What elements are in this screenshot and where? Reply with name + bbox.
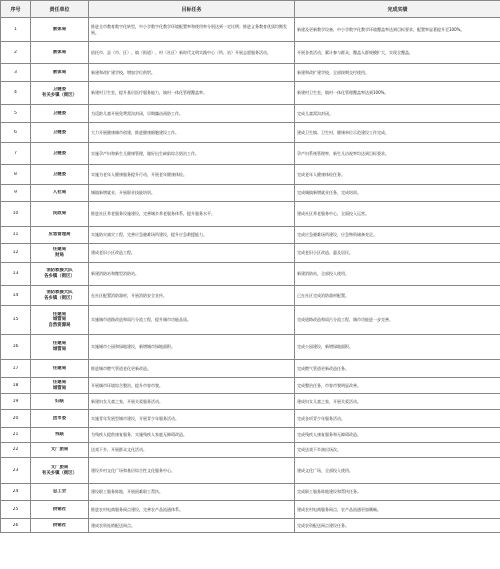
target-task (89, 360, 295, 378)
row-number-text: 13 (12, 271, 19, 277)
completion-result (295, 458, 500, 484)
responsible-unit (31, 458, 89, 484)
table-row (1, 82, 500, 105)
completion-result-text: 完成残疾人康复服务和无障碍改造。 (297, 432, 361, 438)
row-number-text: 26 (12, 522, 19, 528)
responsible-unit (31, 244, 89, 263)
target-task (89, 428, 295, 443)
responsible-unit-text: 妇联 (55, 398, 64, 404)
responsible-unit-text: 应急管理局 (48, 232, 71, 238)
row-number (1, 410, 31, 428)
responsible-unit-text: 人社局 (52, 190, 67, 196)
completion-result (295, 484, 500, 501)
row-number (1, 165, 31, 185)
row-number-text: 3 (14, 69, 17, 75)
responsible-unit-text: 卫健委 (52, 171, 67, 177)
target-task (89, 286, 295, 306)
responsible-unit-text: 住建局 城管局 (52, 341, 67, 352)
target-task-text: 实施城市公园和绿地建设，新增城市绿地面积。 (91, 344, 175, 350)
responsible-unit-text: 卫健委 有关乡镇（街区） (41, 87, 78, 98)
responsible-unit-text: 消防救援大队 各乡镇（街区） (44, 289, 75, 301)
header-goal: 目标任务 (89, 1, 295, 18)
target-task (89, 394, 295, 410)
target-task-text: 实施为老年人健康服务提升行动，开展老年健康体检。 (91, 171, 187, 177)
row-number-text: 9 (14, 190, 17, 196)
completion-result-text: 完成应急避难场所建设，应急物资储备充足。 (297, 232, 377, 238)
row-number (1, 263, 31, 286)
responsible-unit-text: 住建局 城管局 (52, 379, 67, 391)
target-task-text: 新建妇女儿童之家，开展关爱服务活动。 (91, 398, 163, 404)
row-number (1, 105, 31, 123)
table-row (1, 105, 500, 123)
target-task-text: 送戏下乡，开展群众文化活动。 (91, 447, 147, 453)
table-body (1, 18, 500, 533)
responsible-unit-text: 总工会 (52, 489, 67, 495)
responsible-unit (31, 227, 89, 244)
row-number-text: 8 (14, 171, 17, 177)
responsible-unit (31, 82, 89, 105)
completion-result (295, 227, 500, 244)
completion-result (295, 105, 500, 123)
table-row (1, 443, 500, 458)
row-number-text: 10 (12, 211, 19, 217)
target-task-text: 建设乡村文化广场和基层综合性文化服务中心。 (91, 467, 175, 473)
table-header-row (1, 1, 500, 18)
completion-result (295, 410, 500, 428)
target-task (89, 263, 295, 286)
table-row (1, 202, 500, 227)
completion-result-text: 完成老旧小区改造，惠及居民。 (297, 250, 353, 256)
completion-result-text: 建成卫生镇、卫生村，健康单位示范建设工作完成。 (297, 129, 389, 135)
table-row (1, 458, 500, 484)
target-task-text: 建成农资连锁配送网点。 (91, 522, 135, 528)
target-task-text: 建成老旧小区改造工程。 (91, 250, 135, 256)
responsible-unit-text: 团市委 (52, 415, 67, 421)
responsible-unit-text: 供销社 (52, 506, 67, 512)
row-number-text: 18 (12, 382, 19, 388)
responsible-unit (31, 286, 89, 306)
target-task (89, 202, 295, 227)
completion-result-text: 完成各项青少年服务活动。 (297, 415, 345, 421)
header-unit: 责任单位 (31, 1, 89, 18)
responsible-unit (31, 42, 89, 64)
table-row (1, 165, 500, 185)
completion-result (295, 244, 500, 263)
completion-result (295, 123, 500, 143)
target-task-text: 推进城市燃气管道老化更新改造。 (91, 365, 151, 371)
completion-result-text: 已在社区完成消防器材配置。 (297, 292, 349, 298)
target-task-text: 实施防灾减灾工程，完善应急避难场所建设，提升应急救援能力。 (91, 232, 207, 238)
completion-result (295, 394, 500, 410)
completion-result-text: 完成老年人健康体检任务。 (297, 171, 345, 177)
responsible-unit (31, 263, 89, 286)
completion-result-text: 完成送戏下乡演出场次。 (297, 447, 341, 453)
row-number (1, 82, 31, 105)
row-number-text: 4 (14, 90, 17, 96)
target-task (89, 42, 295, 64)
row-number (1, 143, 31, 165)
row-number (1, 501, 31, 519)
row-number (1, 484, 31, 501)
responsible-unit (31, 501, 89, 519)
responsible-unit-text: 卫健委 (52, 129, 67, 135)
responsible-unit-text: 教体局 (52, 26, 67, 32)
responsible-unit-text: 供销社 (52, 522, 67, 528)
responsible-unit (31, 410, 89, 428)
table-row (1, 306, 500, 335)
target-task-text: 在社区配置消防器材，开展消防安全宣传。 (91, 292, 167, 298)
responsible-unit-text: 卫健委 (52, 150, 67, 156)
row-number (1, 286, 31, 306)
row-number-text: 22 (12, 447, 19, 453)
row-number-text: 6 (14, 129, 17, 135)
row-number (1, 443, 31, 458)
target-task (89, 378, 295, 394)
row-number-text: 16 (12, 344, 19, 350)
responsible-unit-text: 文广旅局 (50, 447, 69, 453)
table-row (1, 360, 500, 378)
target-task (89, 105, 295, 123)
responsible-unit (31, 519, 89, 533)
row-number-text: 5 (14, 110, 17, 116)
table-row (1, 394, 500, 410)
row-number-text: 11 (12, 232, 19, 238)
completion-result (295, 42, 500, 64)
completion-result (295, 335, 500, 360)
completion-result (295, 263, 500, 286)
target-task (89, 335, 295, 360)
target-task (89, 306, 295, 335)
row-number-text: 15 (12, 317, 19, 323)
responsible-unit (31, 105, 89, 123)
responsible-unit-text: 文广旅局 有关乡镇（街区） (41, 464, 78, 476)
completion-result (295, 185, 500, 202)
completion-result-text: 新建消防站，全部投入使用。 (297, 271, 349, 277)
responsible-unit (31, 394, 89, 410)
completion-result-text: 开展各类活动，累计参与群众，覆盖人群规模扩大，实现全覆盖。 (297, 49, 413, 55)
responsible-unit-text: 教体局 (52, 49, 67, 55)
table-row (1, 185, 500, 202)
row-number (1, 394, 31, 410)
completion-result (295, 64, 500, 82)
row-number (1, 185, 31, 202)
table-row (1, 378, 500, 394)
target-task-text: 为残疾人提供康复服务，实施残疾人家庭无障碍改造。 (91, 432, 187, 438)
table-row (1, 244, 500, 263)
row-number-text: 17 (12, 365, 19, 371)
row-number-text: 19 (12, 398, 19, 404)
row-number-text: 1 (14, 26, 17, 32)
row-number-text: 25 (12, 506, 19, 512)
target-task (89, 82, 295, 105)
responsible-unit (31, 202, 89, 227)
responsible-unit-text: 住建局 财局 (52, 247, 67, 258)
responsible-unit-text: 残联 (55, 432, 64, 438)
responsible-unit (31, 335, 89, 360)
target-task (89, 458, 295, 484)
target-task (89, 227, 295, 244)
row-number (1, 519, 31, 533)
responsible-unit (31, 443, 89, 458)
completion-result-text: 建成农村电商服务网点，农产品流通更加顺畅。 (297, 506, 381, 512)
completion-result (295, 165, 500, 185)
target-task (89, 244, 295, 263)
completion-result-text: 建成社区养老服务中心，全面投入运营。 (297, 211, 369, 217)
target-task (89, 443, 295, 458)
completion-result (295, 360, 500, 378)
completion-result (295, 519, 500, 533)
target-task-text: 开展城市环境综合整治，提升市容市貌。 (91, 382, 163, 388)
row-number-text: 20 (12, 415, 19, 421)
table-row (1, 263, 500, 286)
table-row (1, 501, 500, 519)
completion-result-text: 建成文化广场，全部投入使用。 (297, 467, 353, 473)
completion-result-text: 新建及更新教学设备，中小学数字化教学环境覆盖率达到目标要求，配置率显著提升至100%。 (297, 26, 465, 32)
table-row (1, 286, 500, 306)
responsible-unit-text: 消防救援大队 各乡镇（街区） (44, 268, 75, 279)
responsible-unit (31, 165, 89, 185)
table-row (1, 428, 500, 443)
table-row (1, 519, 500, 533)
completion-result-text: 完成城镇新增就业任务，完成培训。 (297, 190, 361, 196)
responsible-unit (31, 64, 89, 82)
completion-result-text: 完成农资配送网点建设任务。 (297, 522, 349, 528)
row-number (1, 202, 31, 227)
responsible-unit (31, 428, 89, 443)
completion-result-text: 建成妇女儿童之家，开展关爱活动。 (297, 398, 361, 404)
row-number-text: 21 (12, 432, 19, 438)
completion-result (295, 501, 500, 519)
row-number-text: 14 (12, 292, 19, 298)
target-task (89, 123, 295, 143)
target-task-text: 推进社区养老服务设施建设，完善城乡养老服务体系，提升服务水平。 (91, 211, 215, 217)
table-row (1, 42, 500, 64)
completion-result-text: 完成整治任务，市容市貌明显改善。 (297, 382, 361, 388)
target-task-text: 为适龄儿童开展免费窝沟封闭，早期龋齿预防工作。 (91, 110, 183, 116)
completion-result-text: 完成职工服务阵地建设和帮扶任务。 (297, 489, 361, 495)
target-task (89, 18, 295, 42)
row-number-text: 7 (14, 150, 17, 156)
completion-result-text: 完成燃气管道更新改造任务。 (297, 365, 349, 371)
completion-result (295, 428, 500, 443)
row-number-text: 2 (14, 49, 17, 55)
completion-result-text: 新建村卫生室，镇村一体化管理覆盖率达到100%。 (297, 90, 389, 96)
responsible-unit (31, 123, 89, 143)
table-row (1, 123, 500, 143)
completion-result (295, 202, 500, 227)
completion-result (295, 306, 500, 335)
responsible-unit-text: 民政局 (52, 211, 67, 217)
target-task-text: 大力开展健康城市创建，推进健康细胞建设工作。 (91, 129, 179, 135)
table-row (1, 143, 500, 165)
responsible-unit (31, 18, 89, 42)
target-task-text: 新建村卫生室，提升基层医疗服务能力，镇村一体化管理覆盖率。 (91, 90, 207, 96)
row-number-text: 24 (12, 489, 19, 495)
completion-result (295, 82, 500, 105)
table-row (1, 484, 500, 501)
responsible-unit-text: 卫健委 (52, 110, 67, 116)
responsible-unit (31, 185, 89, 202)
target-task (89, 484, 295, 501)
target-task-text: 推进全市教育数字化转型，中小学数字化教学环境配置率和使用率分别达到一定比例；推进义务教育优质均衡发展。 (91, 23, 287, 35)
completion-result-text: 新建和改扩建学校，全部按期交付使用。 (297, 69, 369, 75)
responsible-unit (31, 306, 89, 335)
header-no: 序号 (1, 1, 31, 18)
target-task (89, 185, 295, 202)
responsible-unit-text: 教体局 (52, 69, 67, 75)
target-task-text: 推进农村电商服务网点建设，完善农产品流通体系。 (91, 506, 183, 512)
completion-result (295, 443, 500, 458)
target-task (89, 165, 295, 185)
responsible-unit (31, 378, 89, 394)
row-number (1, 64, 31, 82)
target-task (89, 501, 295, 519)
responsible-unit-text: 住建局 (52, 365, 67, 371)
row-number (1, 360, 31, 378)
completion-result (295, 143, 500, 165)
table-row (1, 18, 500, 42)
row-number (1, 18, 31, 42)
completion-result-text: 完成公园建设，新增绿地面积。 (297, 344, 353, 350)
completion-result (295, 378, 500, 394)
completion-result-text: 孕产妇系统管理率、新生儿访视率均达到目标要求。 (297, 150, 389, 156)
completion-result (295, 286, 500, 306)
row-number (1, 244, 31, 263)
header-done: 完成实绩 (295, 1, 500, 18)
completion-result (295, 18, 500, 42)
target-task (89, 519, 295, 533)
row-number-text: 23 (12, 467, 19, 473)
target-task-text: 依托市、县（市、区）、镇（街道）、村（社区）新时代文明实践中心（所、站）开展志愿服务活动。 (91, 49, 271, 55)
row-number (1, 335, 31, 360)
row-number (1, 306, 31, 335)
row-number-text: 12 (12, 250, 19, 256)
row-number (1, 123, 31, 143)
row-number (1, 428, 31, 443)
target-task-text: 新建消防站和微型消防站。 (91, 271, 139, 277)
responsible-unit (31, 484, 89, 501)
row-number (1, 378, 31, 394)
table-row (1, 410, 500, 428)
row-number (1, 458, 31, 484)
responsible-unit (31, 360, 89, 378)
table-row (1, 335, 500, 360)
target-task (89, 64, 295, 82)
target-task-text: 实施青年发展型城市建设，开展青少年服务活动。 (91, 415, 179, 421)
responsible-unit (31, 143, 89, 165)
completion-result-text: 完成儿童窝沟封闭。 (297, 110, 333, 116)
target-task-text: 建设职工服务阵地，开展困难职工帮扶。 (91, 489, 163, 495)
table-row (1, 64, 500, 82)
table-row (1, 227, 500, 244)
completion-result-text: 完成道路改造和雨污分流工程，城市功能进一步完善。 (297, 317, 393, 323)
responsible-unit-text: 住建局 城管局 自然资源局 (48, 311, 71, 328)
row-number (1, 42, 31, 64)
row-number (1, 227, 31, 244)
target-task-text: 实施孕产妇和新生儿健康管理，做好出生缺陷综合防治工作。 (91, 150, 199, 156)
target-task-text: 城镇新增就业，开展职业技能培训。 (91, 190, 155, 196)
target-task (89, 410, 295, 428)
target-task-text: 新建和改扩建学校，增加学位供给。 (91, 69, 155, 75)
target-task (89, 143, 295, 165)
target-task-text: 实施城市道路改造和雨污分流工程，提升城市功能品质。 (91, 317, 191, 323)
